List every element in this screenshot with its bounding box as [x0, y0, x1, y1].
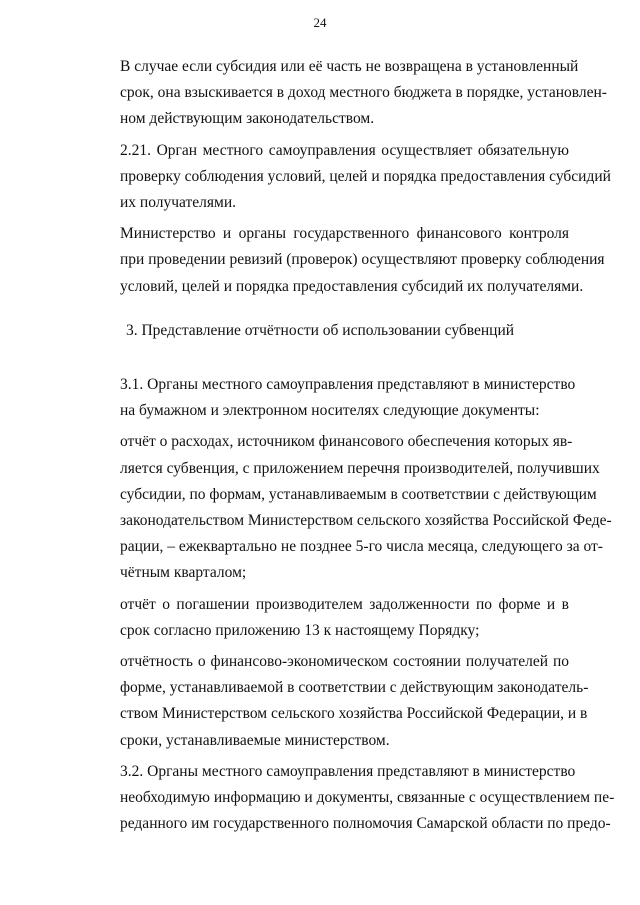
text-line: 3.2. Органы местного самоуправления представляют в министерство: [120, 762, 576, 780]
paragraph: [83, 592, 569, 644]
text-line: срок, она взыскивается в доход местного бюджета в порядке, установлен-: [120, 84, 607, 102]
text-line: ляется субвенция, с приложением перечня производителей, получивших: [120, 459, 600, 477]
text-line: форме, устанавливаемой в соответствии с действующим законодатель-: [120, 679, 589, 697]
text-line: 3.1. Органы местного самоуправления представляют в министерство: [120, 376, 576, 393]
text-line: на бумажном и электронном носителях следующие документы:: [120, 402, 540, 420]
paragraph: [83, 759, 615, 838]
text-line: отчёт о расходах, источником финансового обеспечения которых яв-: [120, 433, 573, 451]
paragraph: [83, 221, 605, 300]
paragraph: [83, 429, 612, 586]
text-line: условий, целей и порядка предоставления субсидий их получателями.: [120, 277, 584, 295]
paragraph: [83, 372, 576, 424]
section-heading: 3. Представление отчётности об использовании субвенций: [125, 322, 515, 339]
text-line: срок согласно приложению 13 к настоящему Порядку;: [120, 621, 480, 639]
text-block-subsidy-control: [83, 54, 611, 305]
text-line: законодательством Министерством сельского хозяйства Российской Феде-: [120, 512, 612, 530]
text-line: ном действующим законодательством.: [120, 110, 375, 128]
text-line: чётным кварталом;: [120, 564, 247, 582]
paragraph: [83, 138, 611, 217]
text-line: субсидии, по формам, устанавливаемым в соответствии с действующим: [120, 485, 597, 503]
paragraph: [83, 54, 607, 133]
page-number: 24: [313, 15, 327, 30]
text-line: рации, – ежеквартально не позднее 5-го числа месяца, следующего за от-: [120, 538, 603, 556]
text-line: их получателями.: [120, 194, 237, 212]
text-line: проверку соблюдения условий, целей и порядка предоставления субсидий: [120, 167, 611, 185]
text-line: сроки, устанавливаемые министерством.: [120, 731, 390, 749]
text-line: Министерство и органы государственного финансового контроля: [120, 225, 569, 243]
text-line: В случае если субсидия или её часть не возвращена в установленный: [120, 58, 579, 75]
text-line: ством Министерством сельского хозяйства Российской Федерации, и в: [120, 705, 588, 723]
text-block-reporting: [83, 372, 615, 842]
text-line: отчёт о погашении производителем задолженности по форме и в: [120, 595, 569, 613]
text-line: 2.21. Орган местного самоуправления осуществляет обязательную: [120, 141, 569, 159]
text-line: отчётность о финансово-экономическом состоянии получателей по: [120, 653, 569, 671]
paragraph: [83, 649, 589, 754]
text-line: при проведении ревизий (проверок) осуществляют проверку соблюдения: [120, 251, 605, 269]
text-line: необходимую информацию и документы, связанные с осуществлением пе-: [120, 789, 615, 807]
text-line: реданного им государственного полномочия Самарской области по предо-: [120, 815, 611, 833]
